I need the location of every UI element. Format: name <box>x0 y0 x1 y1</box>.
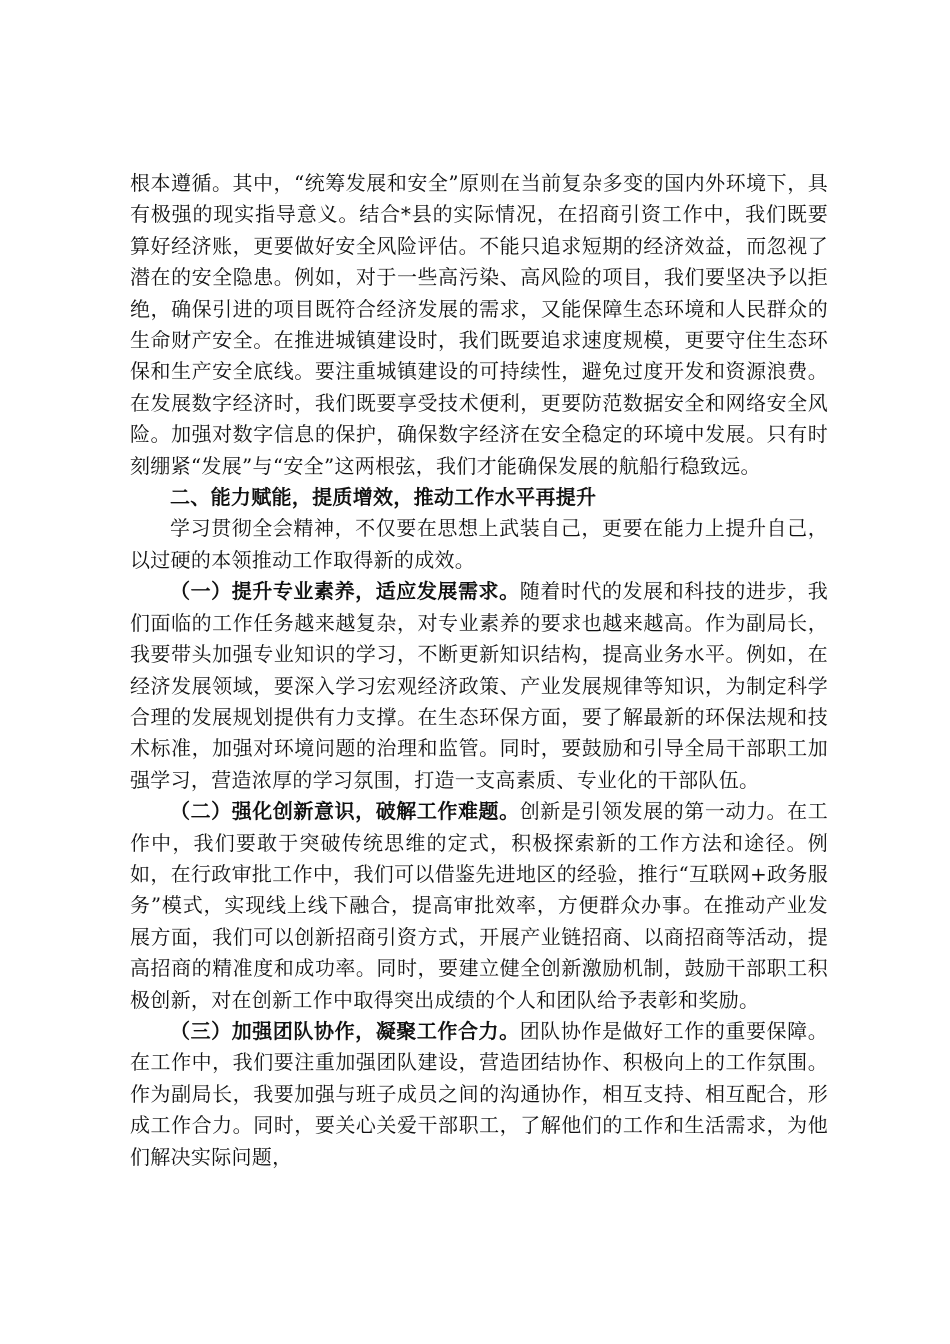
list-item-3-body: 团队协作是做好工作的重要保障。在工作中，我们要注重加强团队建设，营造团结协作、积极向上的工作氛围。作为副局长，我要加强与班子成员之间的沟通协作，相互支持、相互配合，形成工作合力。同时，要关心关爱干部职工，了解他们的工作和生活需求，为他们解决实际问题， <box>130 1018 828 1169</box>
body-paragraph-1: 根本遵循。其中，“统筹发展和安全”原则在当前复杂多变的国内外环境下，具有极强的现实指导意义。结合*县的实际情况，在招商引资工作中，我们既要算好经济账，更要做好安全风险评估。不能只追求短期的经济效益，而忽视了潜在的安全隐患。例如，对于一些高污染、高风险的项目，我们要坚决予以拒绝，确保引进的项目既符合经济发展的需求，又能保障生态环境和人民群众的生命财产安全。在推进城镇建设时，我们既要追求速度规模，更要守住生态环保和生产安全底线。要注重城镇建设的可持续性，避免过度开发和资源浪费。在发展数字经济时，我们既要享受技术便利，更要防范数据安全和网络安全风险。加强对数字信息的保护，确保数字经济在安全稳定的环境中发展。只有时刻绷紧“发展”与“安全”这两根弦，我们才能确保发展的航船行稳致远。 <box>130 171 828 478</box>
list-item-3 <box>130 1016 828 1173</box>
section-heading: 二、能力赋能，提质增效，推动工作水平再提升 <box>170 485 597 510</box>
list-item-3-lead: （三）加强团队协作，凝聚工作合力。 <box>170 1018 520 1043</box>
list-item-2-lead: （二）强化创新意识，破解工作难题。 <box>170 799 520 824</box>
list-item-2-body: 创新是引领发展的第一动力。在工作中，我们要敢于突破传统思维的定式，积极探索新的工作方法和途径。例如，在行政审批工作中，我们可以借鉴先进地区的经验，推行“互联网+政务服务”模式，实现线上线下融合，提高审批效率，方便群众办事。在推动产业发展方面，我们可以创新招商引资方式，开展产业链招商、以商招商等活动，提高招商的精准度和成功率。同时，要建立健全创新激励机制，鼓励干部职工积极创新，对在创新工作中取得突出成绩的个人和团队给予表彰和奖励。 <box>130 799 828 1012</box>
body-paragraph-2: 学习贯彻全会精神，不仅要在思想上武装自己，更要在能力上提升自己，以过硬的本领推动工作取得新的成效。 <box>130 516 828 572</box>
document-page <box>130 168 828 1173</box>
list-item-2 <box>130 796 828 1016</box>
list-item-1 <box>130 576 828 796</box>
list-item-1-lead: （一）提升专业素养，适应发展需求。 <box>170 579 520 604</box>
list-item-1-body: 随着时代的发展和科技的进步，我们面临的工作任务越来越复杂，对专业素养的要求也越来越高。作为副局长，我要带头加强专业知识的学习，不断更新知识结构，提高业务水平。例如，在经济发展领域，要深入学习宏观经济政策、产业发展规律等知识，为制定科学合理的发展规划提供有力支撑。在生态环保方面，要了解最新的环保法规和技术标准，加强对环境问题的治理和监管。同时，要鼓励和引导全局干部职工加强学习，营造浓厚的学习氛围，打造一支高素质、专业化的干部队伍。 <box>130 579 828 792</box>
